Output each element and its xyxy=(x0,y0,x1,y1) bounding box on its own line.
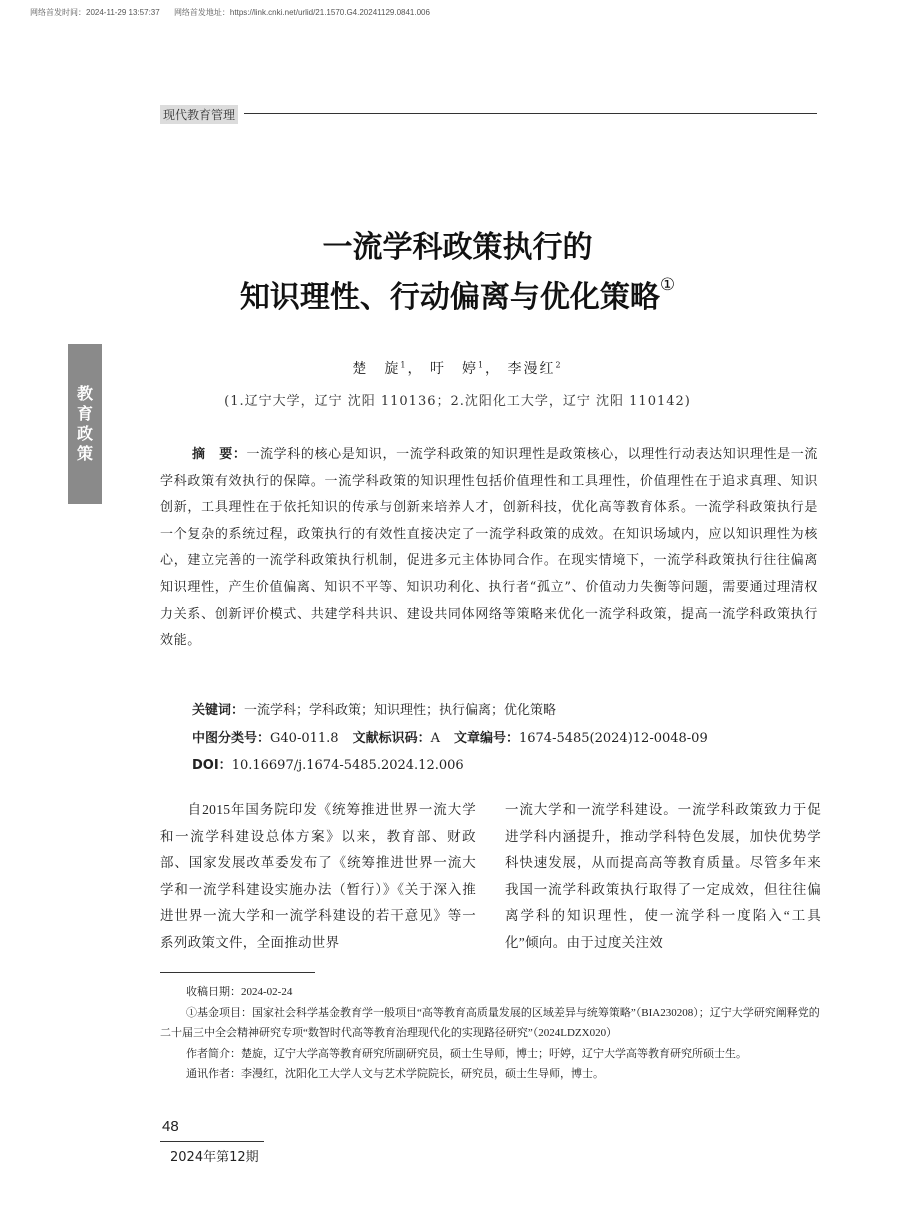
footnote-author-intro: 作者简介：楚旋，辽宁大学高等教育研究所副研究员，硕士生导师，博士；吁婷，辽宁大学高等教育研究所硕士生。 xyxy=(186,1048,747,1060)
column-rule xyxy=(244,113,817,114)
author-affil-mark: 2 xyxy=(555,360,563,370)
doi-value[interactable]: 10.16697/j.1674-5485.2024.12.006 xyxy=(231,758,464,773)
clc-label: 中图分类号： xyxy=(192,731,271,746)
page-number: 48 xyxy=(162,1118,179,1135)
doc-code-label: 文献标识码： xyxy=(352,731,431,746)
footnote-corresponding: 通讯作者：李漫红，沈阳化工大学人文与艺术学院院长，研究员，硕士生导师，博士。 xyxy=(186,1068,604,1080)
body-column-left xyxy=(160,797,476,956)
side-tab-char: 育 xyxy=(76,404,93,423)
abstract-label: 摘 要： xyxy=(192,447,247,462)
abstract xyxy=(160,442,818,655)
author-affil-mark: 1 xyxy=(400,360,408,370)
keywords-label: 关键词： xyxy=(192,703,245,718)
side-tab-char: 教 xyxy=(76,384,93,403)
column-label: 现代教育管理 xyxy=(160,105,238,124)
doc-code-value: A xyxy=(430,731,440,746)
clc-value: G40-011.8 xyxy=(270,731,339,746)
doi-line xyxy=(192,754,464,773)
author-name: 吁 婷 xyxy=(429,361,478,377)
publish-time: 网络首发时间：2024-11-29 13:57:37 xyxy=(30,8,160,17)
side-tab-char: 策 xyxy=(76,444,93,463)
article-no-value: 1674-5485(2024)12-0048-09 xyxy=(518,731,708,746)
article-no-label: 文章编号： xyxy=(453,731,519,746)
footnote-received: 收稿日期：2024-02-24 xyxy=(186,986,293,998)
title-note-mark[interactable]: ① xyxy=(659,275,676,295)
abstract-text: 一流学科的核心是知识，一流学科政策的知识理性是政策核心，以理性行动表达知识理性是一流学科政策有效执行的保障。一流学科政策的知识理性包括价值理性和工具理性，价值理性在于追求真理、知识创新，工具理性在于依托知识的传承与创新来培养人才，创新科技，优化高等教育体系。一流学科政策执行是一个复杂的系统过程，政策执行的有效性直接决定了一流学科政策的成效。在知识场域内，应以知识理性为核心，建立完善的一流学科政策执行机制，促进多元主体协同合作。在现实情境下，一流学科政策执行往往偏离知识理性，产生价值偏离、知识不平等、知识功利化、执行者“孤立”、价值动力失衡等问题，需要通过理清权力关系、创新评价模式、共建学科共识、建设共同体网络等策略来优化一流学科政策，提高一流学科政策执行效能。 xyxy=(160,447,818,649)
page-number-rule xyxy=(160,1141,264,1142)
classification-line xyxy=(192,727,708,746)
issue-label: 2024年第12期 xyxy=(170,1150,259,1165)
title-line-2 xyxy=(0,272,915,316)
title-line-2-text: 知识理性、行动偏离与优化策略 xyxy=(239,280,660,315)
author-name: 李漫红 xyxy=(507,361,556,377)
affiliations: (1.辽宁大学，辽宁 沈阳 110136；2.沈阳化工大学，辽宁 沈阳 110142) xyxy=(224,394,691,409)
body-column-right: 一流大学和一流学科建设。一流学科政策致力于促进学科内涵提升，推动学科特色发展，加快优势学科快速发展，从而提高高等教育质量。尽管多年来我国一流学科政策执行取得了一定成效，但往往偏离学科的知识理性，使一流学科一度陷入“工具化”倾向。由于过度关注效 xyxy=(505,802,821,950)
authors: 楚 旋$^1$， 吁 婷$^1$， 李漫红$^2$ xyxy=(352,360,563,377)
author-name: 楚 旋 xyxy=(352,361,401,377)
network-publish-meta xyxy=(30,7,442,18)
body-left-text: 自2015年国务院印发《统筹推进世界一流大学和一流学科建设总体方案》以来，教育部、财政部、国家发展改革委发布了《统筹推进世界一流大学和一流学科建设实施办法（暂行）》《关于深入推进世界一流大学和一流学科建设的若干意见》等一系列政策文件，全面推动世界 xyxy=(160,802,476,950)
publish-url[interactable]: 网络首发地址：https://link.cnki.net/urlid/21.1570.G4.20241129.0841.006 xyxy=(173,8,430,17)
doi-label: DOI： xyxy=(192,758,232,773)
footnote-rule xyxy=(160,972,315,973)
keywords xyxy=(192,699,556,718)
footnote-fund: ①基金项目：国家社会科学基金教育学一般项目“高等教育高质量发展的区域差异与统筹策略”（BIA230208）；辽宁大学研究阐释党的二十届三中全会精神研究专项“数智时代高等教育治理现代化的实现路径研究”（2024LDZX020） xyxy=(160,1007,820,1039)
title-line-1: 一流学科政策执行的 xyxy=(322,230,593,265)
side-tab-char: 政 xyxy=(76,424,93,443)
author-affil-mark: 1 xyxy=(477,360,486,370)
keywords-text: 一流学科；学科政策；知识理性；执行偏离；优化策略 xyxy=(244,703,557,718)
